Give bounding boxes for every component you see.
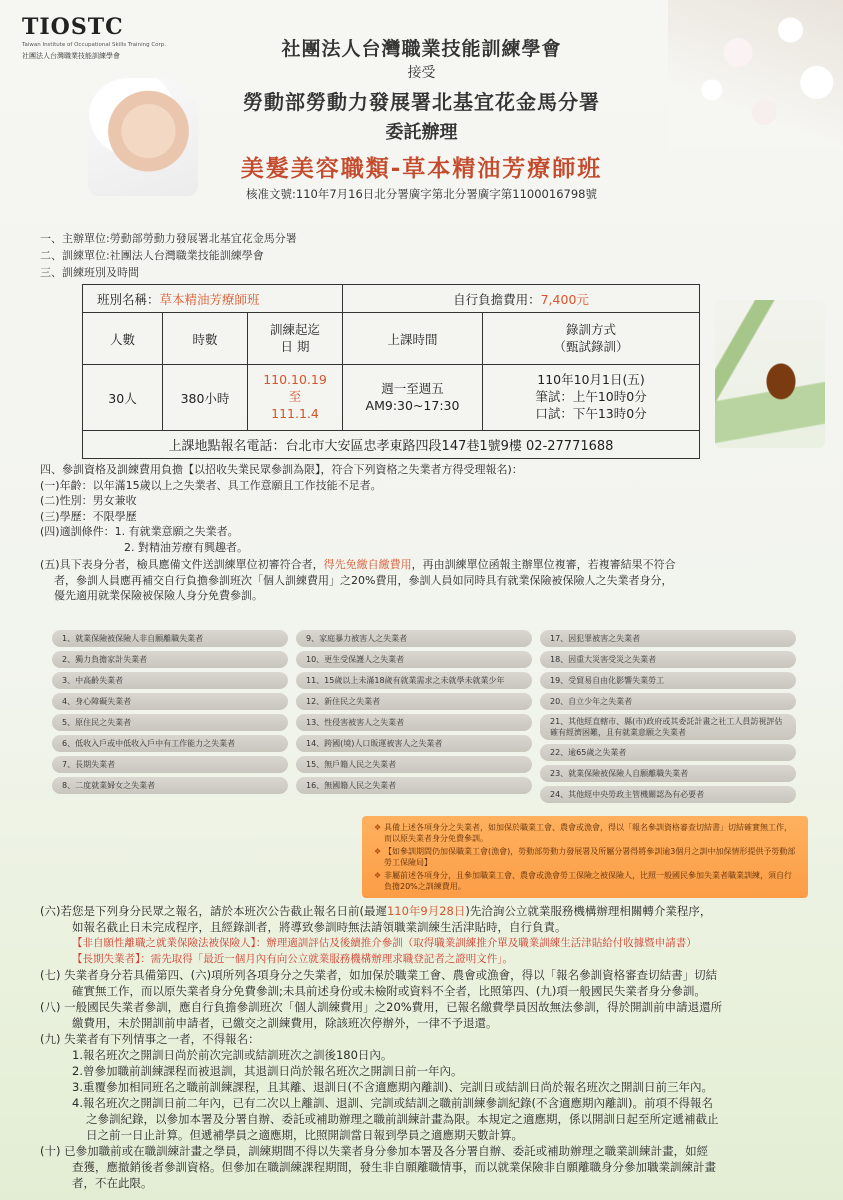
accept-text: 接受 xyxy=(407,65,436,81)
fee-value: 7,400元 xyxy=(540,291,589,307)
rule-9-item-3: 3.重覆參加相同班名之職前訓練課程，且其離、退訓日(不含適應期內離訓)、完訓日或結訓日尚於報名班次之開訓日前三年內。 xyxy=(72,1080,713,1094)
hours-value: 380小時 xyxy=(163,365,248,431)
identity-pill: 4、身心障礙失業者 xyxy=(52,693,288,710)
approval-number: 核准文號:110年7月16日北分署廣字第北分署廣字第1100016798號 xyxy=(246,187,597,201)
period-to: 至 xyxy=(288,389,302,405)
identity-pill: 12、新住民之失業者 xyxy=(296,693,532,710)
selection-date: 110年10月1日(五) xyxy=(537,372,645,388)
identity-pill: 21、其他經直轄市、縣(市)政府或其委託計畫之社工人員訪視評估確有經濟困難，且有就業意願之失業者 xyxy=(540,714,796,740)
rule-9-item-4: 4.報名班次之開訓日前二年內，已有二次以上離訓、退訓、完訓或結訓之職前訓練參訓紀錄(不含適應期內離訓)。前項不得報名 xyxy=(72,1096,713,1110)
period-start: 110.10.19 xyxy=(263,372,327,388)
class-name-cell xyxy=(83,285,343,313)
p5-part-c: 者，參訓人員應再補交自行負擔參訓班次「個人訓練費用」之20%費用，參訓人員如同時具有就業保險被保險人之失業者身分， xyxy=(54,573,673,587)
class-time-value xyxy=(343,365,483,431)
header-period-line1: 訓練起迄 xyxy=(269,321,320,337)
schedule-table xyxy=(82,284,700,459)
rule-6 xyxy=(40,904,810,919)
identity-pill: 19、受貿易自由化影響失業勞工 xyxy=(540,672,796,689)
essential-oil-image xyxy=(715,300,825,448)
organizer: 一、主辦單位:勞動部勞動力發展署北基宜花金馬分署 xyxy=(40,232,297,245)
header-class-time: 上課時間 xyxy=(343,313,483,365)
identity-pill: 2、獨力負擔家計失業者 xyxy=(52,651,288,668)
identity-pill: 20、自立少年之失業者 xyxy=(540,693,796,710)
org-title: 社團法人台灣職業技能訓練學會 xyxy=(281,38,562,60)
rule-7-b: 確實無工作，而以原失業者身分免費參訓;未具前述身份或未檢附或資料不全者，比照第四、(九)項一般國民失業者身分參訓。 xyxy=(72,984,706,998)
header-people: 人數 xyxy=(83,313,163,365)
identity-notes xyxy=(362,816,808,898)
eligibility-intro: 四、參訓資格及訓練費用負擔【以招收失業民眾參訓為限】，符合下列資格之失業者方得受理報名)： xyxy=(40,463,523,476)
header-selection-line2: （甄試錄訓） xyxy=(553,338,629,354)
rule-6-note-2: 【長期失業者】：需先取得「最近一個月內有向公立就業服務機構辦理求職登記者之證明文件」。 xyxy=(72,953,513,965)
rule-9-item-1: 1.報名班次之開訓日尚於前次完訓或結訓班次之訓後180日內。 xyxy=(72,1048,393,1062)
trainer: 二、訓練單位:社團法人台灣職業技能訓練學會 xyxy=(40,249,264,262)
written-test-time: 筆試：上午10時0分 xyxy=(535,389,647,405)
fee-cell xyxy=(343,285,700,313)
eligibility-condition-1: (四)適訓條件：1. 有就業意願之失業者。 xyxy=(40,525,239,538)
class-days: 週一至週五 xyxy=(381,380,444,396)
course-title: 美髮美容職類-草本精油芳療師班 xyxy=(240,156,603,182)
rule-6-a: (六)若您是下列身分民眾之報名，請於本班次公告截止報名日前(最遲 xyxy=(40,904,387,918)
header-selection xyxy=(483,313,700,365)
header-hours: 時數 xyxy=(163,313,248,365)
identity-pill: 11、15歲以上未滿18歲有就業需求之未就學未就業少年 xyxy=(296,672,532,689)
eligibility-gender: (二)性別：男女兼收 xyxy=(40,494,137,507)
identity-pill: 8、二度就業婦女之失業者 xyxy=(52,777,288,794)
p5-waiver: 得先免繳自繳費用 xyxy=(323,558,412,571)
eligibility-section xyxy=(40,462,800,604)
rule-6-c: 如報名截止日未完成程序，且經錄訓者，將導致參訓時無法請領職業訓練生活津貼時，自行負責。 xyxy=(72,920,567,934)
interview-time: 口試：下午13時0分 xyxy=(535,405,647,421)
identity-pill: 9、家庭暴力被害人之失業者 xyxy=(296,630,532,647)
rule-10-b: 查獲，應撤銷後者參訓資格。但參加在職訓練課程期間，發生非自願離職情事，而以就業保險非自願離職身分參加職業訓練計畫 xyxy=(72,1160,716,1174)
identity-pill: 5、原住民之失業者 xyxy=(52,714,288,731)
identity-pill: 18、因重大災害受災之失業者 xyxy=(540,651,796,668)
p5-part-b: ，再由訓練單位函報主辦單位複審，若複審結果不符合 xyxy=(411,558,676,571)
class-hours: AM9:30~17:30 xyxy=(365,397,460,413)
rule-8: (八) 一般國民失業者參訓，應自行負擔參訓班次「個人訓練費用」之20%費用，已報名繳費學員因故無法參訓，得於開訓前申請退還所 xyxy=(40,1000,723,1014)
identity-pill: 22、逾65歲之失業者 xyxy=(540,744,796,761)
rule-6-deadline: 110年9月28日 xyxy=(386,904,466,918)
identity-pill: 15、無戶籍人民之失業者 xyxy=(296,756,532,773)
identity-pill: 23、就業保險被保險人自願離職失業者 xyxy=(540,765,796,782)
identity-pill: 7、長期失業者 xyxy=(52,756,288,773)
class-name-label: 班別名稱： xyxy=(97,291,160,307)
identity-pill: 17、因犯罪被害之失業者 xyxy=(540,630,796,647)
logo-chinese-name: 社團法人台灣職業技能訓練學會 xyxy=(22,52,120,60)
header-period xyxy=(248,313,343,365)
p5-part-d: 優先適用就業保險被保險人身分免費參訓。 xyxy=(54,589,263,602)
identity-pill: 24、其他經中央勞政主管機關認為有必要者 xyxy=(540,786,796,803)
p5-part-a: (五)具下表身分者，檢具應備文件送訓練單位初審符合者， xyxy=(40,558,324,571)
identity-pill: 6、低收入戶或中低收入戶中有工作能力之失業者 xyxy=(52,735,288,752)
rule-6-b: )先洽詢公立就業服務機構辦理相關轉介業程序， xyxy=(465,904,712,918)
header-selection-line1: 錄訓方式 xyxy=(565,321,616,337)
selection-value xyxy=(483,365,700,431)
eligibility-p5 xyxy=(40,557,800,573)
identity-pill: 14、跨國(境)人口販運被害人之失業者 xyxy=(296,735,532,752)
location-cell: 上課地點報名電話：台北市大安區忠孝東路四段147巷1號9樓 02-27771688 xyxy=(83,431,700,459)
rule-10: (十) 已參加職前或在職訓練計畫之學員，訓練期間不得以失業者身分參加本署及各分署自辦、委託或補助辦理之職業訓練計畫，如經 xyxy=(40,1144,709,1158)
rule-10-c: 者，不在此限。 xyxy=(72,1176,153,1190)
logo-subtitle: Taiwan Institute of Occupational Skills Training Corp. xyxy=(22,42,167,48)
rule-7: (七) 失業者身分若具備第四、(六)項所列各項身分之失業者，如加保於職業工會、農會或漁會，得以「報名參訓資格審查切結書」切結 xyxy=(40,968,718,982)
period-value xyxy=(248,365,343,431)
identity-pill: 3、中高齡失業者 xyxy=(52,672,288,689)
period-end: 111.1.4 xyxy=(271,405,319,421)
identity-pill: 13、性侵害被害人之失業者 xyxy=(296,714,532,731)
rules-section xyxy=(40,904,810,1192)
logo-mark: TIOSTC xyxy=(22,14,124,40)
rule-9: (九) 失業者有下列情事之一者，不得報名： xyxy=(40,1032,260,1046)
identity-pill: 1、就業保險被保險人非自願離職失業者 xyxy=(52,630,288,647)
identity-pill: 10、更生受保護人之失業者 xyxy=(296,651,532,668)
rule-8-b: 繳費用，未於開訓前申請者，已繳交之訓練費用，除該班次停辦外，一律不予退還。 xyxy=(72,1016,498,1030)
class-time-heading: 三、訓練班別及時間 xyxy=(40,266,139,279)
identity-pill: 16、無國籍人民之失業者 xyxy=(296,777,532,794)
note-item: ❖ 【如參訓期間仍加保職業工會(漁會)，勞動部勞動力發展署及所屬分署得將參訓逾3個月之訓中加保情形提供予勞動部勞工保險局】 xyxy=(384,846,796,868)
fee-label: 自行負擔費用： xyxy=(453,291,541,307)
eligibility-education: (三)學歷：不限學歷 xyxy=(40,509,137,523)
eligibility-condition-2: 2. 對精油芳療有興趣者。 xyxy=(124,540,248,554)
note-item: ❖ 非屬前述各項身分，且參加職業工會、農會或漁會勞工保險之被保險人，比照一般國民參加失業者職業訓練，須自行負擔20%之訓練費用。 xyxy=(384,870,796,892)
note-item: ❖ 具備上述各項身分之失業者，如加保於職業工會、農會或漁會，得以「報名參訓資格審查切結書」切結確實無工作，而以原失業者身分免費參訓。 xyxy=(384,822,796,844)
commission-text: 委託辦理 xyxy=(385,122,458,143)
rule-9-item-4-c: 日之前一日止計算。但遞補學員之適應期，比照開訓當日報到學員之適應期天數計算。 xyxy=(86,1128,523,1142)
agency-title: 勞動部勞動力發展署北基宜花金馬分署 xyxy=(243,90,600,114)
class-name-value: 草本精油芳療師班 xyxy=(159,291,260,307)
header-period-line2: 日 期 xyxy=(280,338,310,354)
rule-6-note-1: 【非自願性離職之就業保險法被保險人】：辦理適訓評估及後續推介參訓（取得職業訓練推介單及職業訓練生活津貼給付收據暨申請書） xyxy=(72,937,697,949)
people-value: 30人 xyxy=(83,365,163,431)
rule-9-item-4-b: 之參訓紀錄，以參加本署及分署自辦、委託或補助辦理之職前訓練計畫為限。本規定之適應期，係以開訓日起至所定遞補截止 xyxy=(86,1112,719,1126)
eligibility-age: (一)年齡：以年滿15歲以上之失業者、具工作意願且工作技能不足者。 xyxy=(40,478,382,492)
rule-9-item-2: 2.曾參加職前訓練課程而被退訓，其退訓日尚於報名班次之開訓日前一年內。 xyxy=(72,1064,463,1078)
